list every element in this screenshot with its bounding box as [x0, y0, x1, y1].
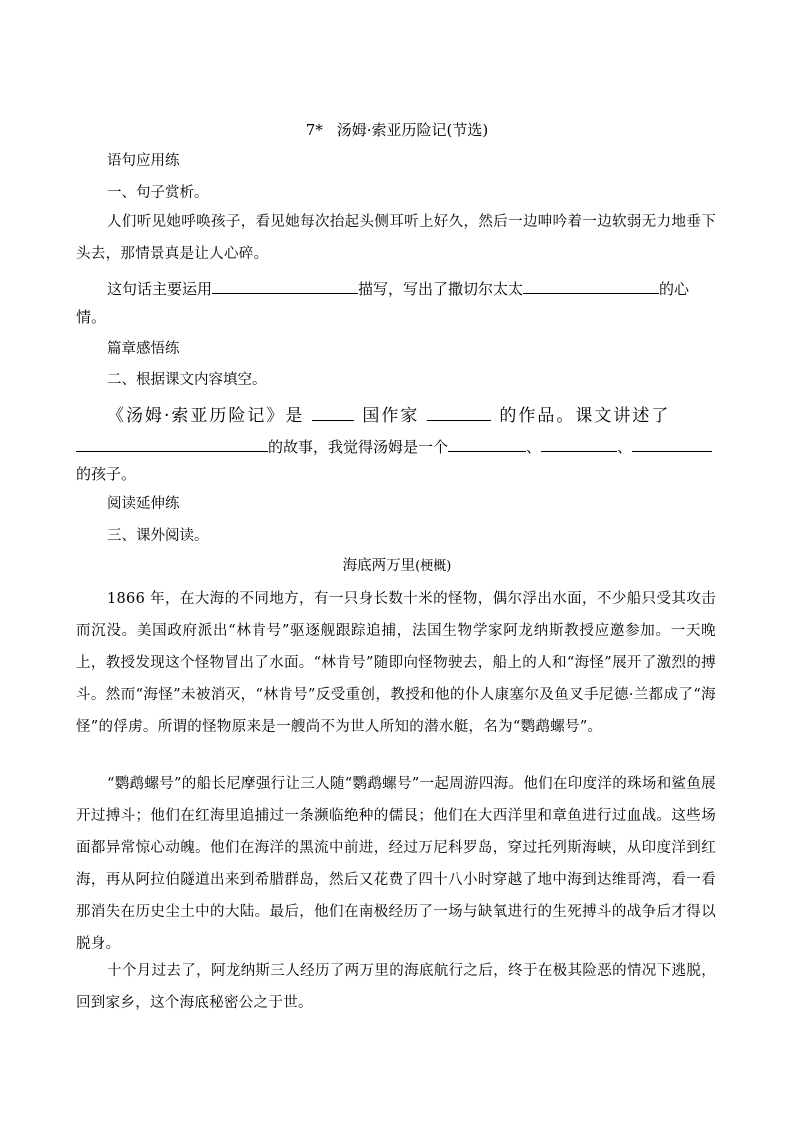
q2-sep-1: 、: [526, 438, 542, 456]
heading-sentence-appreciation: 一、句子赏析。: [107, 185, 209, 201]
reading-subtitle: (梗概): [415, 559, 452, 574]
answer-blank-trait-2[interactable]: [541, 434, 617, 452]
question-1-line-1: [107, 276, 689, 299]
q1-text-a: 这句话主要运用: [107, 280, 213, 298]
question-2-line-3: 的孩子。: [76, 465, 137, 483]
answer-blank-trait-3[interactable]: [632, 434, 712, 452]
reading-paragraph-2: “鹦鹉螺号”的船长尼摩强行让三人随“鹦鹉螺号”一起周游四海。他们在印度洋的珠场和鲨鱼展开过搏斗；他们在红海里追捕过一条濒临绝种的儒艮；他们在大西洋里和章鱼进行过血战。这些场面都异常惊心动魄。他们在海洋的黑流中前进，经过万尼科罗岛，穿过托列斯海峡，从印度洋到红海，再从阿拉伯隧道出来到希腊群岛，然后又花费了四十八小时穿越了地中海到达维哥湾，看一看那消失在历史尘土中的大陆。最后，他们在南极经历了一场与缺氧进行的生死搏斗的战争后才得以脱身。: [76, 776, 716, 952]
q1-text-c: 的心: [659, 280, 690, 298]
heading-extracurricular-reading: 三、课外阅读。: [107, 528, 209, 544]
lesson-title-text: 汤姆·索亚历险记(节选): [336, 121, 489, 139]
quoted-sentence: 人们听见她呼唤孩子，看见她每次抬起头侧耳听上好久，然后一边呻吟着一边软弱无力地垂下头去，那情景真是让人心碎。: [76, 214, 716, 262]
category-chapter-understanding: 篇章感悟练: [107, 341, 180, 357]
answer-blank-technique[interactable]: [212, 276, 358, 294]
q2-sep-2: 、: [617, 438, 633, 456]
question-2-line-2: [76, 434, 712, 457]
q2-text-c: 的作品。课文讲述了: [499, 406, 671, 426]
lesson-number: 7*: [305, 121, 323, 139]
answer-blank-mood[interactable]: [523, 276, 659, 294]
reading-title: [0, 556, 794, 577]
q2-text-b: 国作家: [362, 406, 420, 426]
question-2-line-1: [107, 403, 670, 426]
q2-text-a: 《汤姆·索亚历险记》是: [107, 406, 305, 426]
answer-blank-trait-1[interactable]: [448, 434, 526, 452]
answer-blank-story[interactable]: [76, 434, 268, 452]
category-reading-extension: 阅读延伸练: [107, 496, 180, 512]
reading-title-text: 海底两万里: [342, 558, 416, 574]
reading-paragraph-1: 1866 年，在大海的不同地方，有一只身长数十米的怪物，偶尔浮出水面，不少船只受其攻击而沉没。美国政府派出“林肯号”驱逐舰跟踪追捕，法国生物学家阿龙纳斯教授应邀参加。一天晚上，教授发现这个怪物冒出了水面。“林肯号”随即向怪物驶去，船上的人和“海怪”展开了激烈的搏斗。然而“海怪”未被消灭，“林肯号”反受重创，教授和他的仆人康塞尔及鱼叉手尼德·兰都成了“海怪”的俘虏。所谓的怪物原来是一艘尚不为世人所知的潜水艇，名为“鹦鹉螺号”。: [76, 591, 716, 735]
heading-fill-in-blanks: 二、根据课文内容填空。: [107, 372, 267, 388]
reading-paragraph-3: 十个月过去了，阿龙纳斯三人经历了两万里的海底航行之后，终于在极其险恶的情况下逃脱，回到家乡，这个海底秘密公之于世。: [76, 963, 716, 1011]
answer-blank-author[interactable]: [427, 403, 491, 421]
lesson-title: [0, 120, 794, 140]
question-1-line-2: 情。: [76, 308, 107, 326]
answer-blank-country[interactable]: [312, 403, 354, 421]
q1-text-b: 描写，写出了撒切尔太太: [358, 280, 524, 298]
category-sentence-practice: 语句应用练: [107, 153, 180, 169]
q2-text-d: 的故事，我觉得汤姆是一个: [268, 438, 449, 456]
